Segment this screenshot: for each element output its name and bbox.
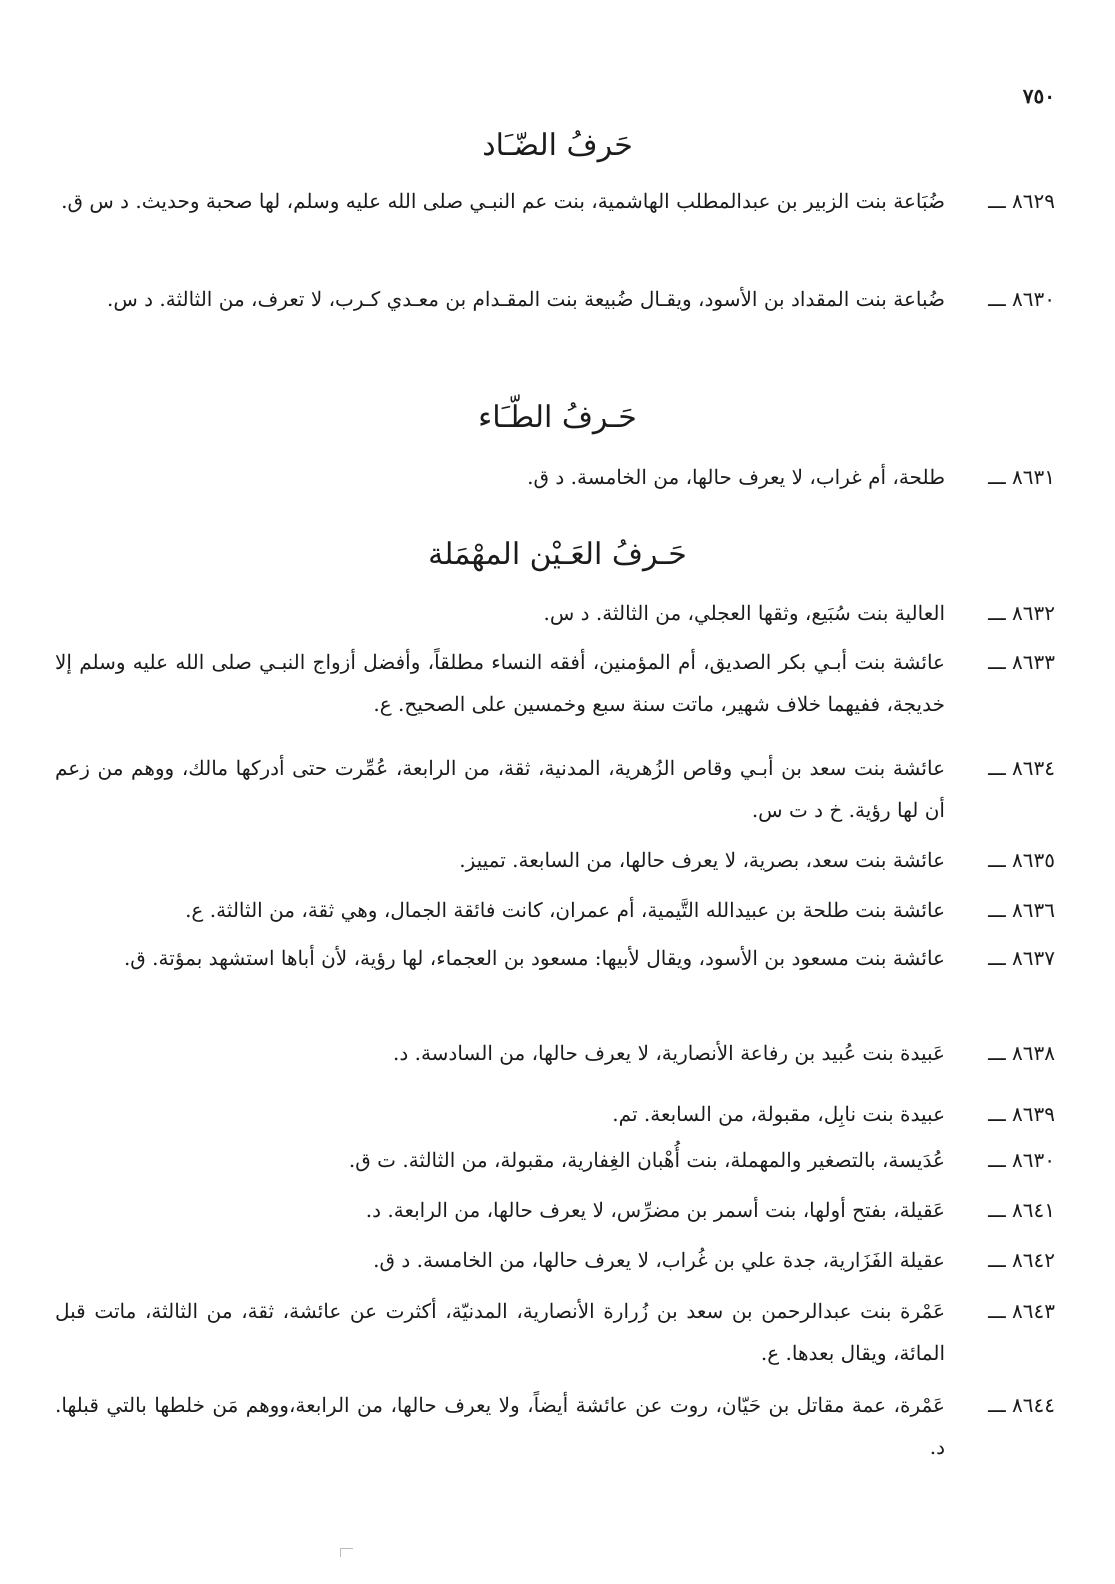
entry-8636	[55, 889, 1055, 931]
entry-number: ٨٦٤٣ ـــ	[988, 1299, 1055, 1323]
entry-text: عائشة بنت طلحة بن عبيدالله التَّيمية، أم عمران، كانت فائقة الجمال، وهي ثقة، من الثالثة. ع.	[185, 898, 945, 922]
entry-number: ٨٦٤٢ ـــ	[988, 1248, 1055, 1272]
entry-number: ٨٦٣٢ ـــ	[988, 601, 1055, 625]
entry-text: ضُباعة بنت المقداد بن الأسود، ويقـال ضُبيعة بنت المقـدام بن معـدي كـرب، لا تعرف، من الثالثة. د س.	[106, 287, 945, 311]
entry-number: ٨٦٣٦ ـــ	[988, 898, 1055, 922]
entry-text: عائشة بنت مسعود بن الأسود، ويقال لأبيها: مسعود بن العجماء، لها رؤية، لأن أباها استشهد بمؤتة. ق.	[123, 946, 945, 970]
entry-number: ٨٦٣١ ـــ	[988, 465, 1055, 489]
section-heading-dad: حَرفُ الضّـَاد	[482, 128, 633, 163]
entry-number: ٨٦٣٠ ـــ	[988, 287, 1055, 311]
entry-8631	[55, 456, 1055, 498]
entry-text: عائشة بنت سعد، بصرية، لا يعرف حالها، من السابعة. تمييز.	[459, 848, 945, 872]
entry-8633	[55, 641, 1055, 725]
entry-8639	[55, 1093, 1055, 1135]
entry-number: ٨٦٣٩ ـــ	[988, 1102, 1055, 1126]
entry-number: ٨٦٤١ ـــ	[988, 1198, 1055, 1222]
entry-number: ٨٦٣٧ ـــ	[988, 946, 1055, 970]
page-number: ٧٥٠	[1022, 84, 1055, 108]
entry-8644	[55, 1384, 1055, 1468]
entry-text: ضُبَاعة بنت الزبير بن عبدالمطلب الهاشمية، بنت عم النبـي صلى الله عليه وسلم، لها صحبة وحديث. د س ق.	[61, 189, 945, 213]
entry-8635	[55, 839, 1055, 881]
entry-text: العالية بنت سُبَيع، وثقها العجلي، من الثالثة. د س.	[543, 601, 945, 625]
section-heading-ta: حَـرفُ الطّـَاء	[478, 400, 637, 435]
entry-8632	[55, 592, 1055, 634]
entry-text: عائشة بنت أبـي بكر الصديق، أم المؤمنين، أفقه النساء مطلقاً، وأفضل أزواج النبـي صلى الله عليه وسلم إلا خديجة، ففيهما خلاف شهير، ماتت سنة سبع وخمسين على الصحيح. ع.	[55, 650, 945, 716]
entry-8634	[55, 747, 1055, 831]
entry-text: عائشة بنت سعد بن أبـي وقاص الزُهرية، المدنية، ثقة، من الرابعة، عُمِّرت حتى أدركها مالك، ووهم من زعم أن لها رؤية. خ د ت س.	[55, 756, 945, 822]
entry-8629	[55, 180, 1055, 222]
entry-text: عَقيلة، بفتح أولها، بنت أسمر بن مضرِّس، لا يعرف حالها، من الرابعة. د.	[365, 1198, 945, 1222]
entry-number: ٨٦٣٥ ـــ	[988, 848, 1055, 872]
entry-text: عقيلة الفَزَارية، جدة علي بن غُراب، لا يعرف حالها، من الخامسة. د ق.	[373, 1248, 945, 1272]
entry-8642	[55, 1239, 1055, 1281]
entry-number: ٨٦٤٤ ـــ	[988, 1393, 1055, 1417]
entry-number: ٨٦٢٩ ـــ	[988, 189, 1055, 213]
entry-text: عُدَيسة، بالتصغير والمهملة، بنت أُهْبان الغِفارية، مقبولة، من الثالثة. ت ق.	[348, 1148, 945, 1172]
entry-text: عَبيدة بنت عُبيد بن رفاعة الأنصارية، لا يعرف حالها، من السادسة. د.	[392, 1041, 945, 1065]
entry-8643	[55, 1290, 1055, 1374]
entry-text: طلحة، أم غراب، لا يعرف حالها، من الخامسة. د ق.	[527, 465, 945, 489]
entry-8641	[55, 1189, 1055, 1231]
entry-text: عَمْرة بنت عبدالرحمن بن سعد بن زُرارة الأنصارية، المدنيّة، أكثرت عن عائشة، ثقة، من الثالثة، ماتت قبل المائة، ويقال بعدها. ع.	[55, 1299, 945, 1365]
entry-text: عبيدة بنت نابِل، مقبولة، من السابعة. تم.	[612, 1102, 945, 1126]
entry-8637	[55, 937, 1055, 979]
entry-number: ٨٦٣٤ ـــ	[988, 756, 1055, 780]
entry-8638	[55, 1032, 1055, 1074]
entry-8630	[55, 278, 1055, 320]
scan-mark	[340, 1548, 353, 1557]
entry-text: عَمْرة، عمة مقاتل بن حَيّان، روت عن عائشة أيضاً، ولا يعرف حالها، من الرابعة،ووهم مَن خلطها بالتي قبلها. د.	[55, 1393, 945, 1459]
entry-number: ٨٦٣٠ ـــ	[988, 1148, 1055, 1172]
entry-number: ٨٦٣٣ ـــ	[988, 650, 1055, 674]
entry-8640	[55, 1139, 1055, 1181]
entry-number: ٨٦٣٨ ـــ	[988, 1041, 1055, 1065]
section-heading-ain: حَـرفُ العَـيْن المهْمَلة	[428, 537, 687, 572]
